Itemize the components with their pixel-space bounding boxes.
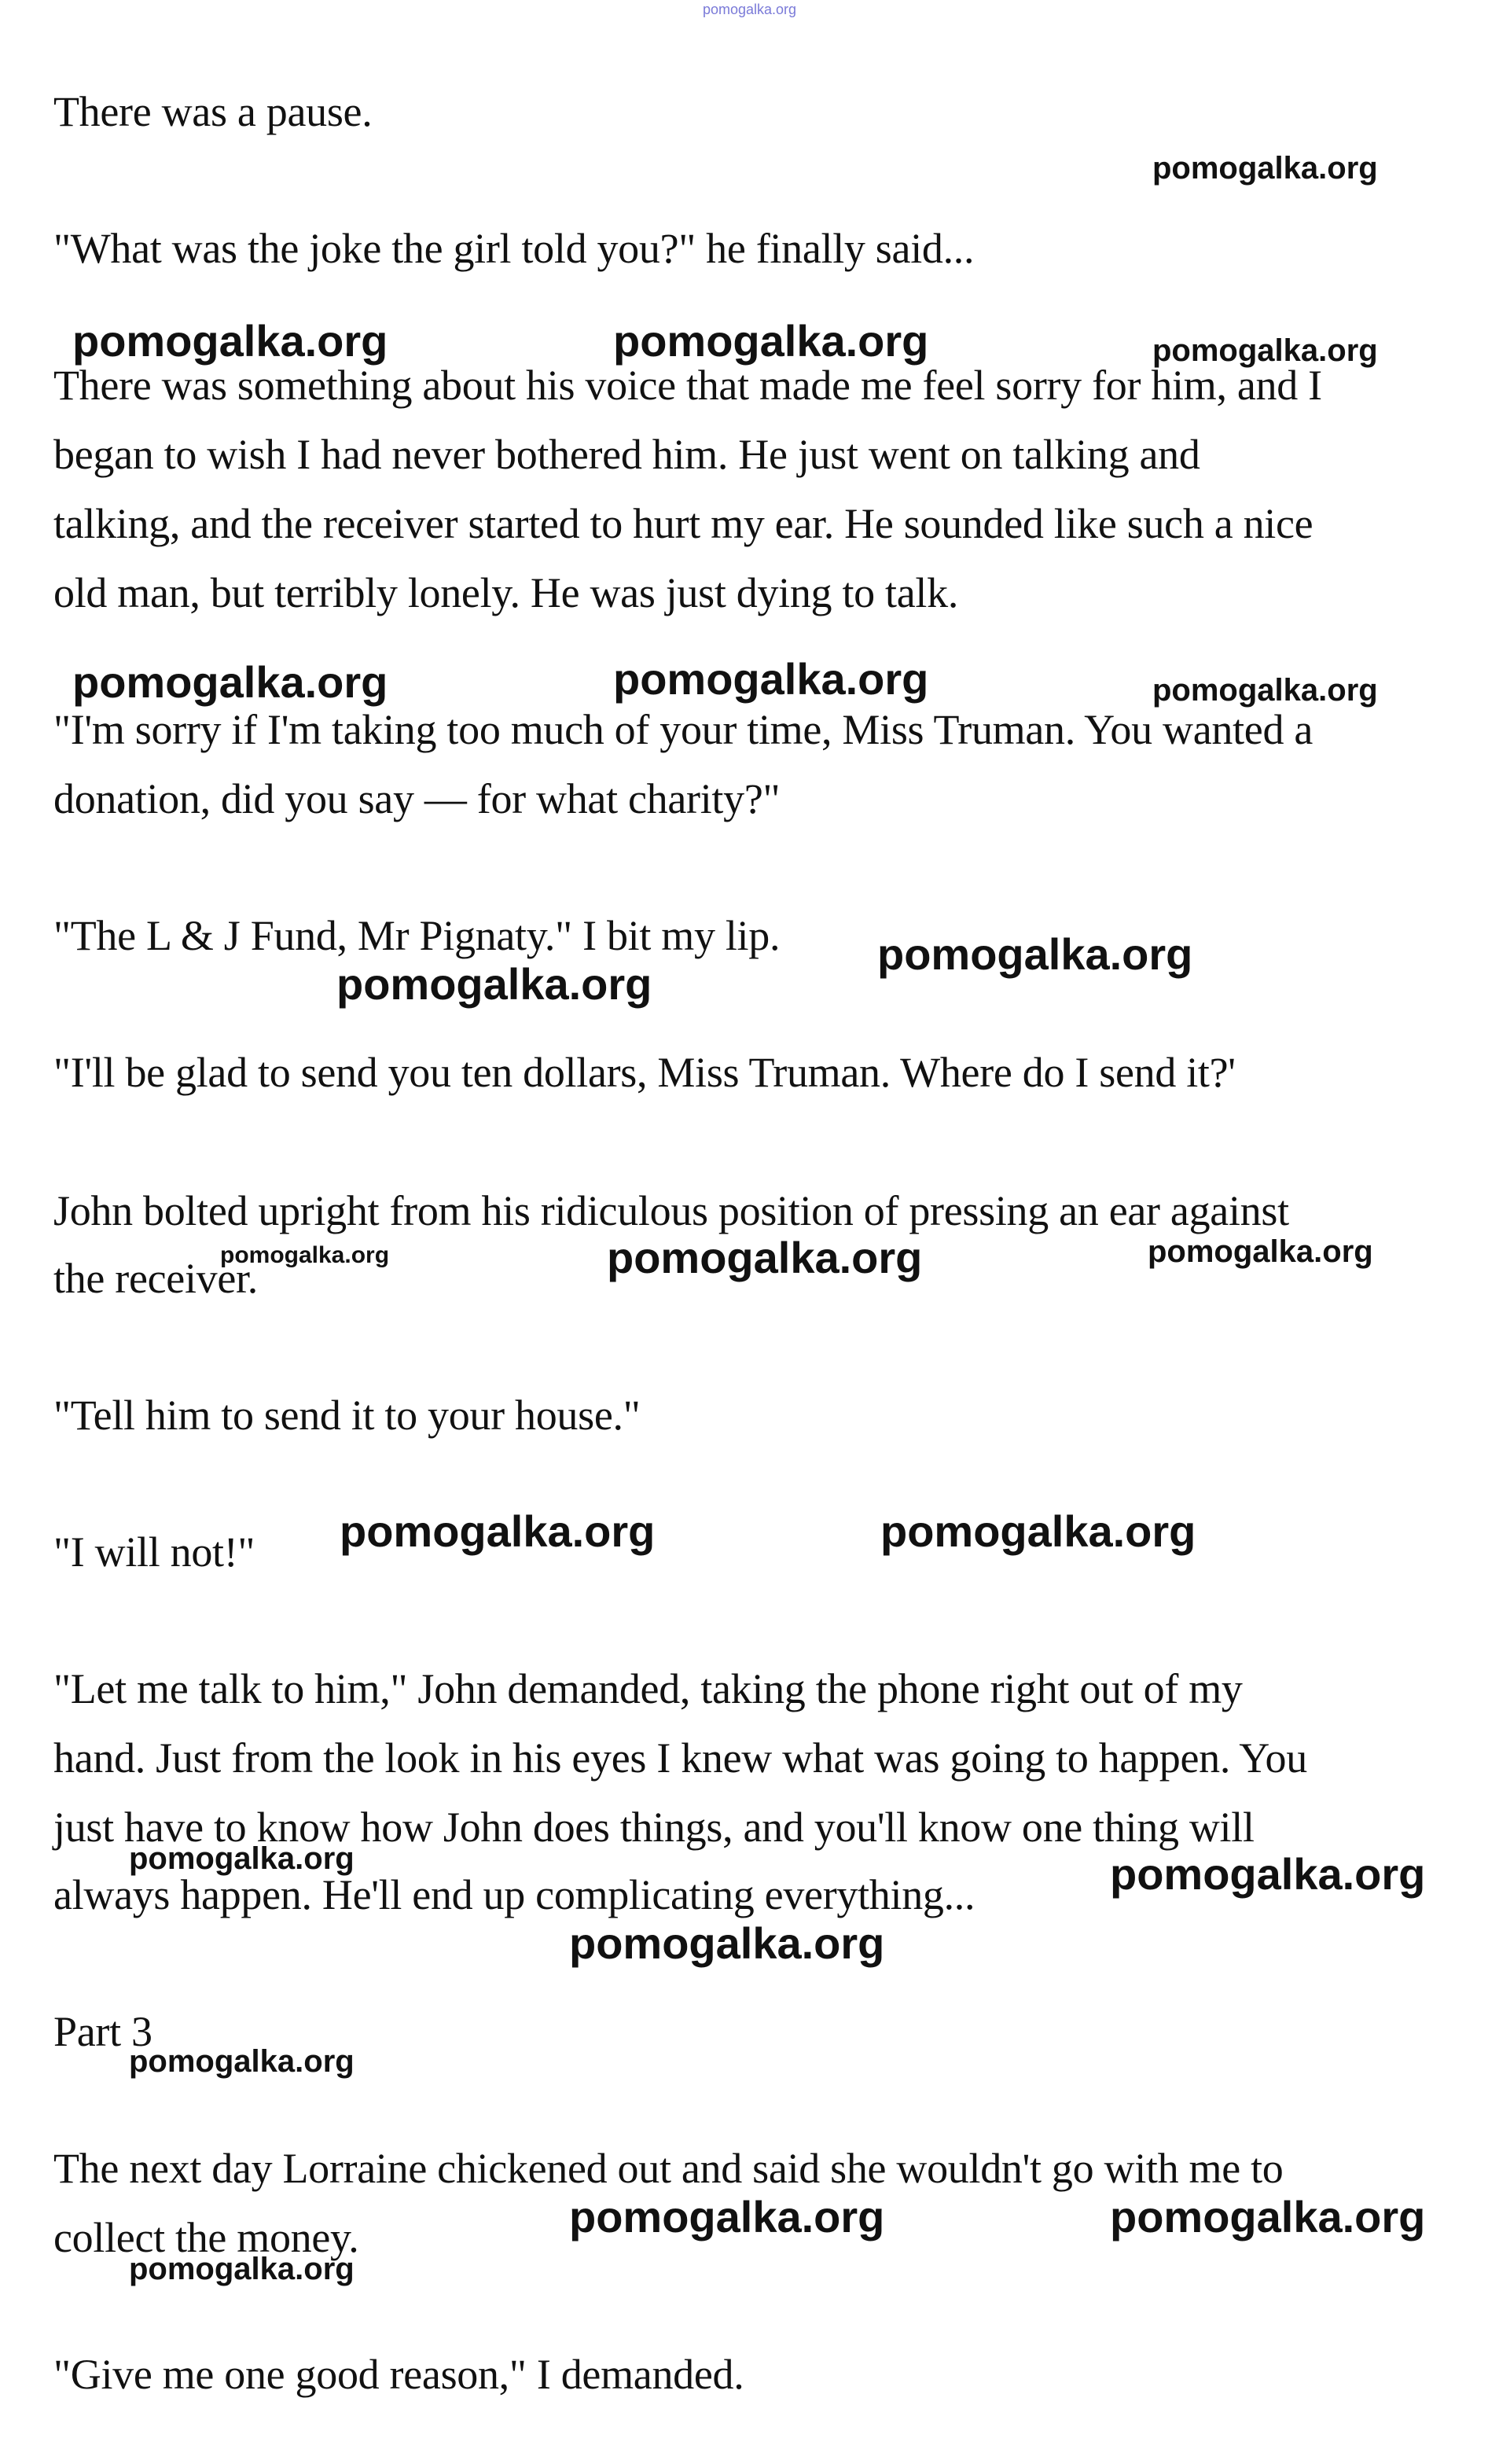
watermark: pomogalka.org bbox=[129, 1841, 355, 1876]
header-watermark: pomogalka.org bbox=[702, 2, 797, 17]
text-line: just have to know how John does things, and you'll know one thing will bbox=[53, 1804, 1255, 1851]
text-line: "Tell him to send it to your house." bbox=[53, 1392, 641, 1439]
text-line: Part 3 bbox=[53, 2008, 152, 2055]
text-line: "What was the joke the girl told you?" he finally said... bbox=[53, 225, 975, 272]
text-line: "Let me talk to him," John demanded, taking the phone right out of my bbox=[53, 1665, 1243, 1712]
watermark: pomogalka.org bbox=[129, 2044, 355, 2079]
watermark: pomogalka.org bbox=[1152, 333, 1378, 368]
watermark: pomogalka.org bbox=[613, 654, 929, 704]
text-line: donation, did you say — for what charity?" bbox=[53, 775, 781, 822]
watermark: pomogalka.org bbox=[129, 2252, 355, 2286]
watermark: pomogalka.org bbox=[72, 657, 388, 707]
text-line: talking, and the receiver started to hurt my ear. He sounded like such a nice bbox=[53, 500, 1313, 547]
text-line: "I'm sorry if I'm taking too much of your time, Miss Truman. You wanted a bbox=[53, 706, 1313, 753]
watermark: pomogalka.org bbox=[1152, 151, 1378, 186]
text-line: The next day Lorraine chickened out and said she wouldn't go with me to bbox=[53, 2145, 1284, 2192]
watermark: pomogalka.org bbox=[1152, 673, 1378, 708]
text-line: There was a pause. bbox=[53, 88, 373, 135]
watermark: pomogalka.org bbox=[607, 1233, 923, 1282]
watermark: pomogalka.org bbox=[1148, 1234, 1373, 1269]
text-line: "The L & J Fund, Mr Pignaty." I bit my lip. bbox=[53, 912, 781, 959]
watermark: pomogalka.org bbox=[613, 316, 929, 366]
watermark: pomogalka.org bbox=[877, 929, 1193, 979]
watermark: pomogalka.org bbox=[569, 2192, 885, 2242]
text-line: "I'll be glad to send you ten dollars, Miss Truman. Where do I send it?' bbox=[53, 1049, 1236, 1096]
text-line: collect the money. bbox=[53, 2214, 359, 2261]
text-line: John bolted upright from his ridiculous position of pressing an ear against bbox=[53, 1187, 1289, 1234]
text-line: old man, but terribly lonely. He was just dying to talk. bbox=[53, 569, 959, 616]
watermark: pomogalka.org bbox=[569, 1918, 885, 1968]
watermark: pomogalka.org bbox=[880, 1506, 1196, 1556]
watermark: pomogalka.org bbox=[220, 1242, 390, 1268]
text-line: hand. Just from the look in his eyes I knew what was going to happen. You bbox=[53, 1734, 1307, 1782]
watermark: pomogalka.org bbox=[72, 316, 388, 366]
text-line: There was something about his voice that made me feel sorry for him, and I bbox=[53, 362, 1322, 409]
text-line: "Give me one good reason," I demanded. bbox=[53, 2351, 744, 2398]
text-line: began to wish I had never bothered him. He just went on talking and bbox=[53, 431, 1200, 478]
watermark: pomogalka.org bbox=[340, 1506, 656, 1556]
watermark: pomogalka.org bbox=[1110, 1849, 1426, 1899]
text-line: the receiver. bbox=[53, 1255, 258, 1302]
text-line: always happen. He'll end up complicating everything... bbox=[53, 1871, 975, 1918]
text-line: "I will not!" bbox=[53, 1528, 255, 1576]
watermark: pomogalka.org bbox=[336, 959, 652, 1009]
watermark: pomogalka.org bbox=[1110, 2192, 1426, 2242]
